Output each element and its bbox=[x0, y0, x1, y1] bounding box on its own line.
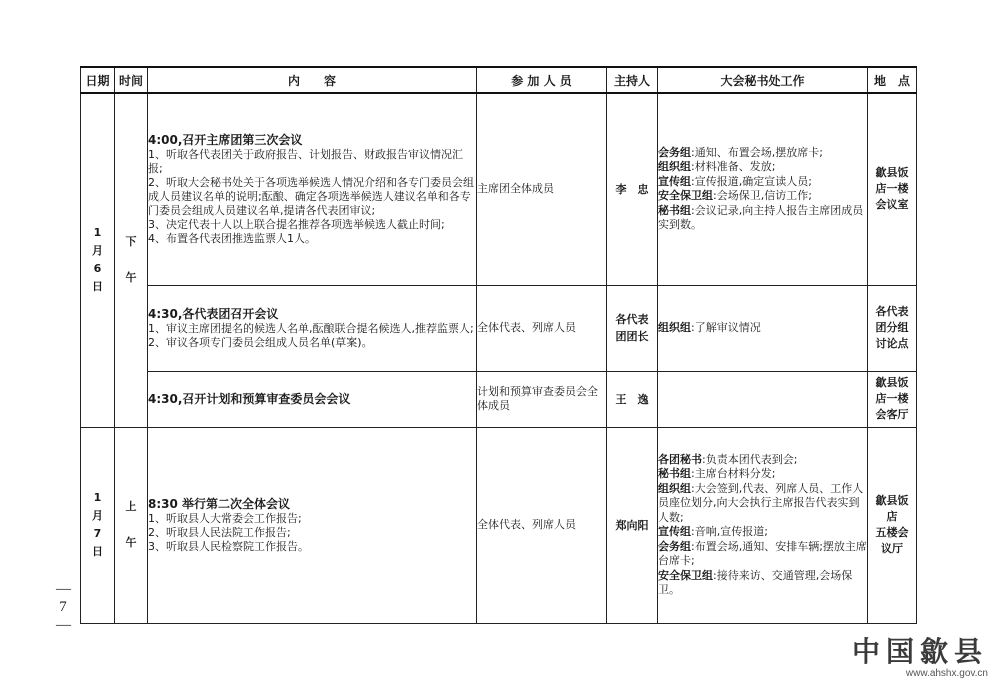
secretariat-item: 会务组:通知、布置会场,摆放席卡; bbox=[658, 145, 823, 159]
period-cell: 下 午 bbox=[115, 93, 148, 427]
header-secretariat: 大会秘书处工作 bbox=[658, 67, 868, 93]
content-item: 4、布置各代表团推选监票人1人。 bbox=[148, 231, 316, 245]
secretariat-cell bbox=[658, 285, 868, 371]
content-cell bbox=[148, 285, 477, 371]
participants-cell: 全体代表、列席人员 bbox=[477, 285, 607, 371]
content-item: 1、审议主席团提名的候选人名单,酝酿联合提名候选人,推荐监票人; bbox=[148, 321, 474, 335]
secretariat-cell bbox=[658, 427, 868, 623]
secretariat-item: 会务组:布置会场,通知、安排车辆;摆放主席台席卡; bbox=[658, 539, 867, 567]
participants-cell: 计划和预算审查委员会全体成员 bbox=[477, 371, 607, 427]
content-item: 2、审议各项专门委员会组成人员名单(草案)。 bbox=[148, 335, 373, 349]
secretariat-item: 秘书组:会议记录,向主持人报告主席团成员实到数。 bbox=[658, 203, 864, 232]
location-cell: 歙县饭 店 五楼会 议厅 bbox=[868, 427, 917, 623]
schedule-table bbox=[80, 66, 917, 624]
host-cell: 李 忠 bbox=[607, 93, 658, 285]
secretariat-cell bbox=[658, 93, 868, 285]
content-title: 4:00,召开主席团第三次会议 bbox=[148, 132, 303, 147]
secretariat-item: 组织组:材料准备、发放; bbox=[658, 160, 776, 174]
secretariat-item: 宣传组:宣传报道,确定宣读人员; bbox=[658, 174, 812, 188]
content-item: 1、听取县人大常委会工作报告; bbox=[148, 511, 302, 525]
header-content: 内 容 bbox=[148, 67, 477, 93]
table-row bbox=[81, 93, 917, 285]
secretariat-item: 宣传组:音响,宣传报道; bbox=[658, 525, 768, 538]
watermark-url: www.ahshx.gov.cn bbox=[905, 668, 988, 679]
host-cell: 王 逸 bbox=[607, 371, 658, 427]
secretariat-item: 各团秘书:负责本团代表到会; bbox=[658, 452, 798, 466]
table-header bbox=[81, 67, 917, 93]
secretariat-cell bbox=[658, 371, 868, 427]
content-item: 1、听取各代表团关于政府报告、计划报告、财政报告审议情况汇报; bbox=[148, 147, 463, 175]
content-item: 2、听取大会秘书处关于各项选举候选人情况介绍和各专门委员会组成人员建议名单的说明;酝酿、确定各项选举候选人建议名单和各专门委员会组成人员建议名单,提请各代表团审议; bbox=[148, 175, 474, 217]
date-cell: 1 月 7 日 bbox=[81, 427, 115, 623]
header-time: 时间 bbox=[115, 67, 148, 93]
content-cell bbox=[148, 427, 477, 623]
header-host: 主持人 bbox=[607, 67, 658, 93]
secretariat-item: 组织组:大会签到,代表、列席人员、工作人员座位划分,向大会执行主席报告代表实到人数; bbox=[658, 481, 864, 524]
host-cell: 各代表 团团长 bbox=[607, 285, 658, 371]
period-cell: 上 午 bbox=[115, 427, 148, 623]
secretariat-item: 秘书组:主席台材料分发; bbox=[658, 467, 776, 480]
content-item: 2、听取县人民法院工作报告; bbox=[148, 525, 291, 539]
secretariat-item: 安全保卫组:接待来访、交通管理,会场保卫。 bbox=[658, 568, 853, 596]
content-item: 3、听取县人民检察院工作报告。 bbox=[148, 539, 309, 553]
content-title: 8:30 举行第二次全体会议 bbox=[148, 496, 291, 511]
table-row bbox=[81, 371, 917, 427]
content-cell bbox=[148, 371, 477, 427]
watermark-title: 中国歙县 bbox=[851, 635, 988, 668]
location-cell: 歙县饭 店一楼 会议室 bbox=[868, 93, 917, 285]
content-cell bbox=[148, 93, 477, 285]
header-date: 日期 bbox=[81, 67, 115, 93]
header-location: 地 点 bbox=[868, 67, 917, 93]
secretariat-item: 安全保卫组:会场保卫,信访工作; bbox=[658, 189, 812, 203]
page-number: — 7 — bbox=[56, 581, 71, 633]
content-title: 4:30,各代表团召开会议 bbox=[148, 306, 279, 321]
content-item: 3、决定代表十人以上联合提名推荐各项选举候选人截止时间; bbox=[148, 217, 445, 231]
host-cell: 郑向阳 bbox=[607, 427, 658, 623]
participants-cell: 全体代表、列席人员 bbox=[477, 427, 607, 623]
table-row bbox=[81, 427, 917, 623]
date-cell: 1 月 6 日 bbox=[81, 93, 115, 427]
table-row bbox=[81, 285, 917, 371]
header-participants: 参 加 人 员 bbox=[477, 67, 607, 93]
location-cell: 歙县饭 店一楼 会客厅 bbox=[868, 371, 917, 427]
content-title: 4:30,召开计划和预算审查委员会会议 bbox=[148, 391, 351, 406]
secretariat-item: 组织组:了解审议情况 bbox=[658, 320, 761, 334]
watermark bbox=[852, 636, 988, 679]
participants-cell: 主席团全体成员 bbox=[477, 93, 607, 285]
location-cell: 各代表 团分组 讨论点 bbox=[868, 285, 917, 371]
